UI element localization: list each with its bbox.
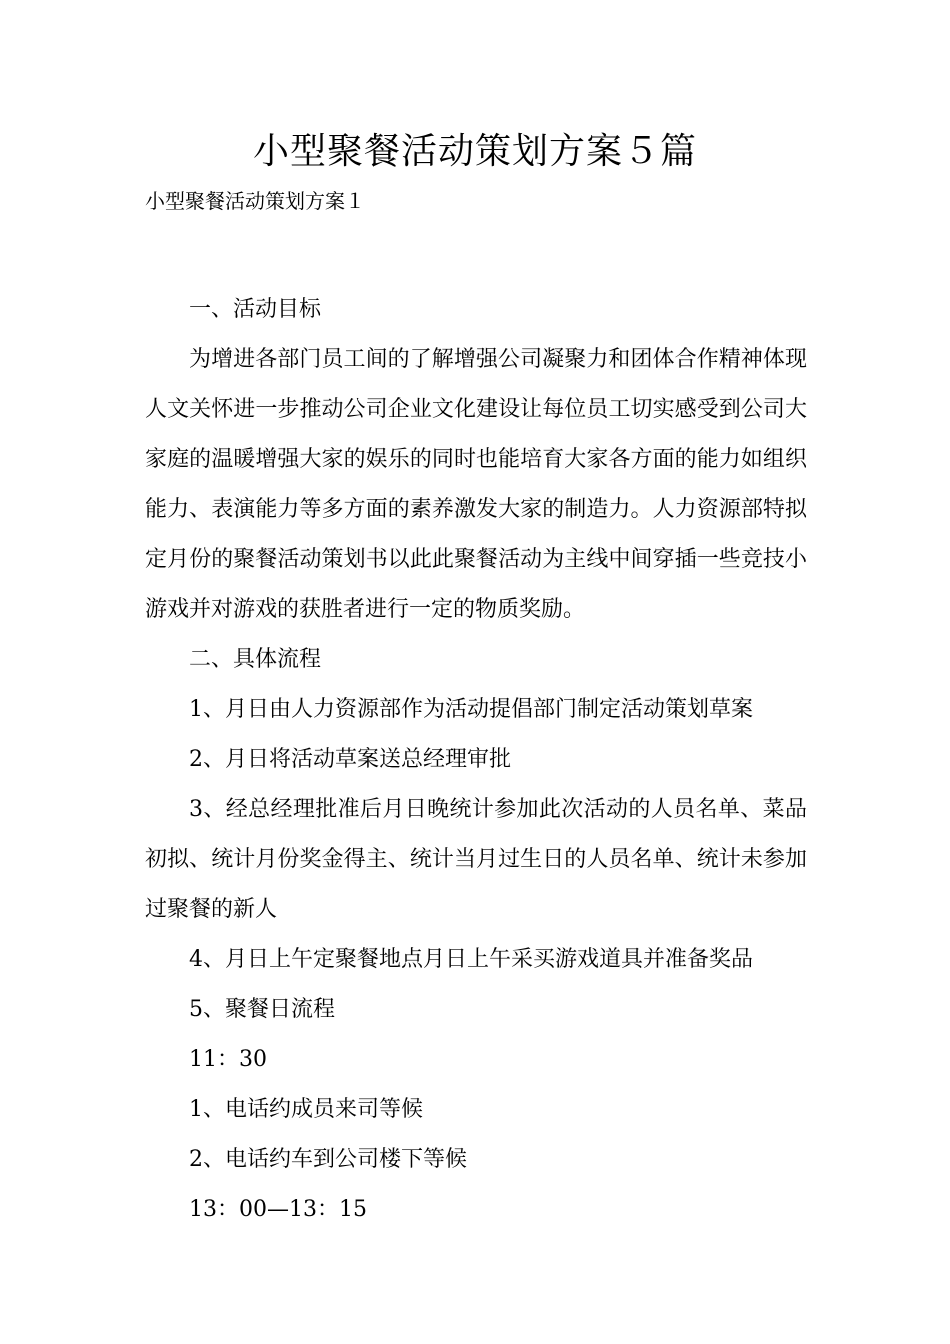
- document-subtitle: 小型聚餐活动策划方案１: [145, 189, 365, 213]
- list-item: 3、经总经理批准后月日晚统计参加此次活动的人员名单、菜品初拟、统计月份奖金得主、统计当月过生日的人员名单、统计未参加过聚餐的新人: [145, 797, 807, 922]
- list-item: 2、月日将活动草案送总经理审批: [189, 747, 511, 772]
- time-label: 11：30: [189, 1047, 267, 1072]
- list-item: 4、月日上午定聚餐地点月日上午采买游戏道具并准备奖品: [189, 947, 753, 972]
- section-heading: 二、具体流程: [189, 647, 322, 672]
- document-body: [145, 285, 807, 1235]
- paragraph: 为增进各部门员工间的了解增强公司凝聚力和团体合作精神体现人文关怀进一步推动公司企业文化建设让每位员工切实感受到公司大家庭的温暖增强大家的娱乐的同时也能培育大家各方面的能力如组织能力、表演能力等多方面的素养激发大家的制造力。人力资源部特拟定月份的聚餐活动策划书以此此聚餐活动为主线中间穿插一些竞技小游戏并对游戏的获胜者进行一定的物质奖励。: [145, 347, 807, 622]
- list-item: 1、月日由人力资源部作为活动提倡部门制定活动策划草案: [189, 697, 753, 722]
- document-title: 小型聚餐活动策划方案５篇: [252, 131, 697, 172]
- time-label: 13：00—13：15: [189, 1197, 367, 1222]
- list-item: 1、电话约成员来司等候: [189, 1097, 423, 1122]
- list-item: 5、聚餐日流程: [189, 997, 335, 1022]
- section-heading: 一、活动目标: [189, 297, 322, 322]
- list-item: 2、电话约车到公司楼下等候: [189, 1147, 467, 1172]
